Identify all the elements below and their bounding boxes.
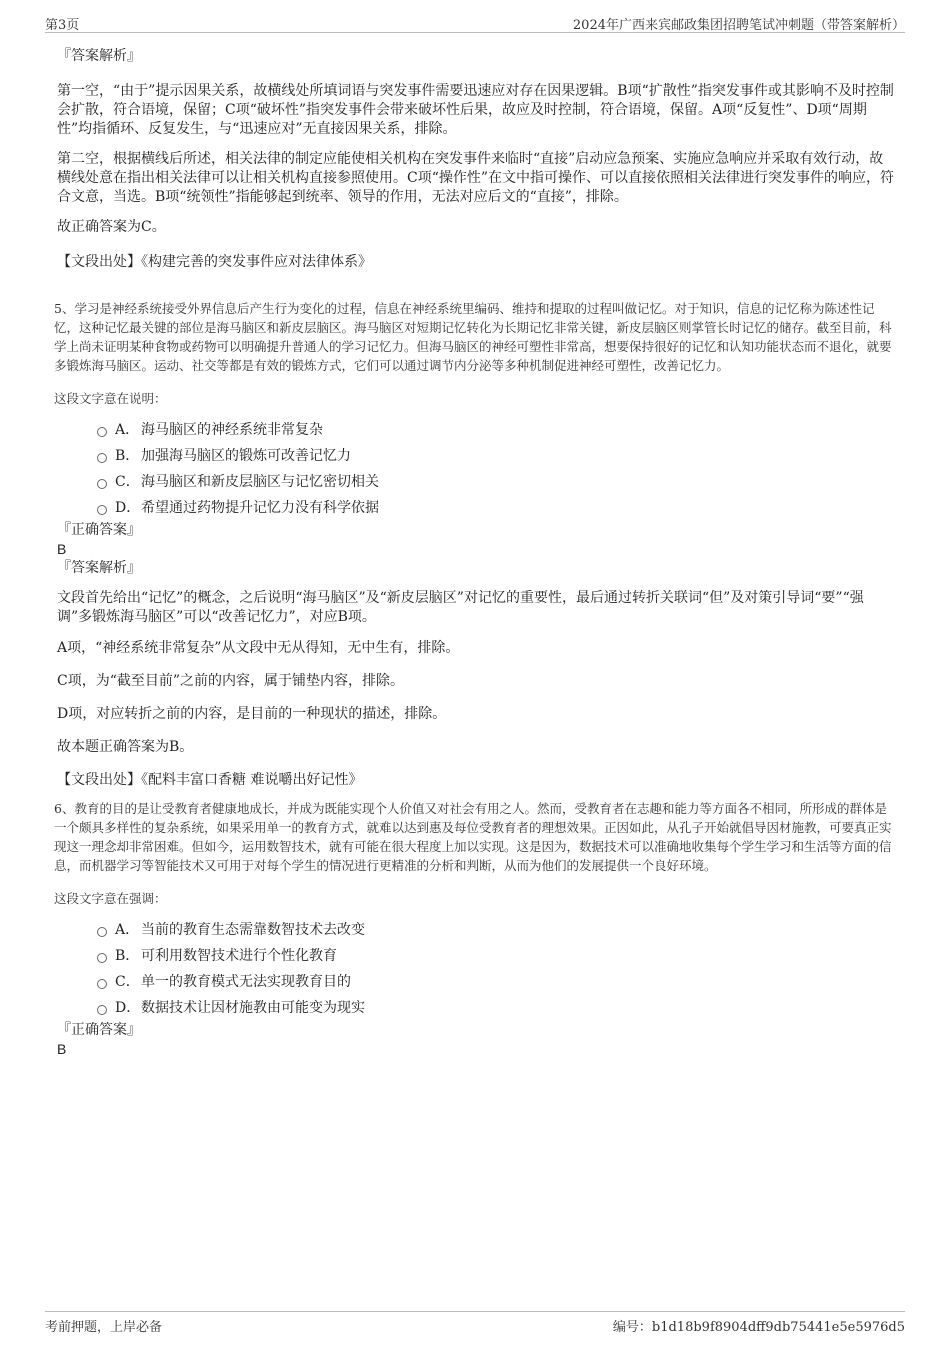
page-number: 第3页	[45, 18, 80, 33]
radio-button-icon[interactable]	[97, 479, 107, 489]
q5-analysis-5: 故本题正确答案为B。	[57, 739, 194, 755]
q6-correct-label: 『正确答案』	[57, 1022, 141, 1038]
radio-button-icon[interactable]	[97, 979, 107, 989]
q4-analysis-para1: 第一空，“由于”提示因果关系，故横线处所填词语与突发事件需要迅速应对存在因果逻辑。B项“扩散性”指突发事件或其影响不及时控制会扩散，符合语境，保留；C项“破坏性”指突发事件会带来破坏性后果，故应及时控制，符合语境，保留。A项“反复性”、D项“周期性”均指循环、反复发生，与“迅速应对”无直接因果关系，排除。	[57, 83, 894, 137]
q5-options	[57, 421, 895, 525]
document-title: 2024年广西来宾邮政集团招聘笔试冲刺题（带答案解析）	[572, 18, 905, 33]
q5-source: 【文段出处】《配料丰富口香糖 难说嚼出好记性》	[57, 772, 363, 788]
q6-passage: 6、教育的目的是让受教育者健康地成长，并成为既能实现个人价值又对社会有用之人。然而，受教育者在志趣和能力等方面各不相同，所形成的群体是一个颇具多样性的复杂系统，如果采用单一的教育方式，就难以达到惠及每位受教育者的理想效果。正因如此，从孔子开始就倡导因材施教，可要真正实现这一理念却非常困难。但如今，运用数智技术，就有可能在很大程度上加以实现。这是因为，数据技术可以准确地收集每个学生学习和生活等方面的信息，而机器学习等智能技术又可用于对每个学生的情况进行更精准的分析和判断，从而为他们的发展提供一个良好环境。	[54, 801, 892, 873]
q6-option-d[interactable]: D．数据技术让因材施教由可能变为现实	[57, 999, 895, 1025]
radio-button-icon[interactable]	[97, 453, 107, 463]
q6-options	[57, 921, 895, 1025]
footer-slogan: 考前押题，上岸必备	[45, 1320, 163, 1335]
q6-option-b[interactable]: B． 可利用数智技术进行个性化教育	[57, 947, 895, 973]
q5-analysis-label: 『答案解析』	[57, 560, 141, 576]
page-footer	[45, 1311, 905, 1336]
radio-button-icon[interactable]	[97, 1005, 107, 1015]
q5-analysis-1: 文段首先给出“记忆”的概念，之后说明“海马脑区”及“新皮层脑区”对记忆的重要性，最后通过转折关联词“但”及对策引导词“要”“强调”多锻炼海马脑区”可以“改善记忆力”，对应B项。	[57, 590, 864, 625]
q6-question: 这段文字意在强调：	[54, 891, 167, 906]
q5-option-b[interactable]: B． 加强海马脑区的锻炼可改善记忆力	[57, 447, 895, 473]
q4-conclusion: 故正确答案为C。	[57, 219, 166, 235]
q4-analysis-para2: 第二空，根据横线后所述，相关法律的制定应能使相关机构在突发事件来临时“直接”启动应急预案、实施应急响应并采取有效行动，故横线处意在指出相关法律可以让相关机构直接参照使用。C项“操作性”在文中指可操作、可以直接依照相关法律进行突发事件的响应，符合文意，当选。B项“统领性”指能够起到统率、领导的作用，无法对应后文的“直接”，排除。	[57, 151, 895, 205]
q5-option-a[interactable]: A． 海马脑区的神经系统非常复杂	[57, 421, 895, 447]
q4-source: 【文段出处】《构建完善的突发事件应对法律体系》	[57, 254, 372, 270]
page-header	[45, 12, 905, 33]
page-content	[54, 44, 895, 1059]
q5-option-c[interactable]: C．海马脑区和新皮层脑区与记忆密切相关	[57, 473, 895, 499]
radio-button-icon[interactable]	[97, 953, 107, 963]
q5-option-d[interactable]: D．希望通过药物提升记忆力没有科学依据	[57, 499, 895, 525]
radio-button-icon[interactable]	[97, 505, 107, 515]
radio-button-icon[interactable]	[97, 427, 107, 437]
radio-button-icon[interactable]	[97, 927, 107, 937]
q5-passage: 5、学习是神经系统接受外界信息后产生行为变化的过程，信息在神经系统里编码、维持和提取的过程叫做记忆。对于知识，信息的记忆称为陈述性记忆，这种记忆最关键的部位是海马脑区和新皮层脑区。海马脑区对短期记忆转化为长期记忆非常关键，新皮层脑区则掌管长时记忆的储存。截至目前，科学上尚未证明某种食物或药物可以明确提升普通人的学习记忆力。但海马脑区的神经可塑性非常高，想要保持很好的记忆和认知功能状态而不退化，就要多锻炼海马脑区。运动、社交等都是有效的锻炼方式，它们可以通过调节内分泌等多种机制促进神经可塑性，改善记忆力。	[54, 301, 892, 373]
q5-analysis-2: A项，“神经系统非常复杂”从文段中无从得知，无中生有，排除。	[57, 640, 460, 656]
q5-analysis-4: D项，对应转折之前的内容，是目前的一种现状的描述，排除。	[57, 706, 447, 722]
q6-option-c[interactable]: C．单一的教育模式无法实现教育目的	[57, 973, 895, 999]
q6-option-a[interactable]: A． 当前的教育生态需靠数智技术去改变	[57, 921, 895, 947]
q5-question: 这段文字意在说明：	[54, 391, 167, 406]
q5-analysis-3: C项，为“截至目前”之前的内容，属于铺垫内容，排除。	[57, 673, 405, 689]
q4-analysis-label: 『答案解析』	[57, 48, 141, 64]
q6-correct-answer: B	[57, 1041, 67, 1057]
document-id: 编号：b1d18b9f8904dff9db75441e5e5976d5	[612, 1320, 905, 1335]
q5-correct-answer: B	[57, 541, 67, 557]
q5-correct-label: 『正确答案』	[57, 522, 141, 538]
